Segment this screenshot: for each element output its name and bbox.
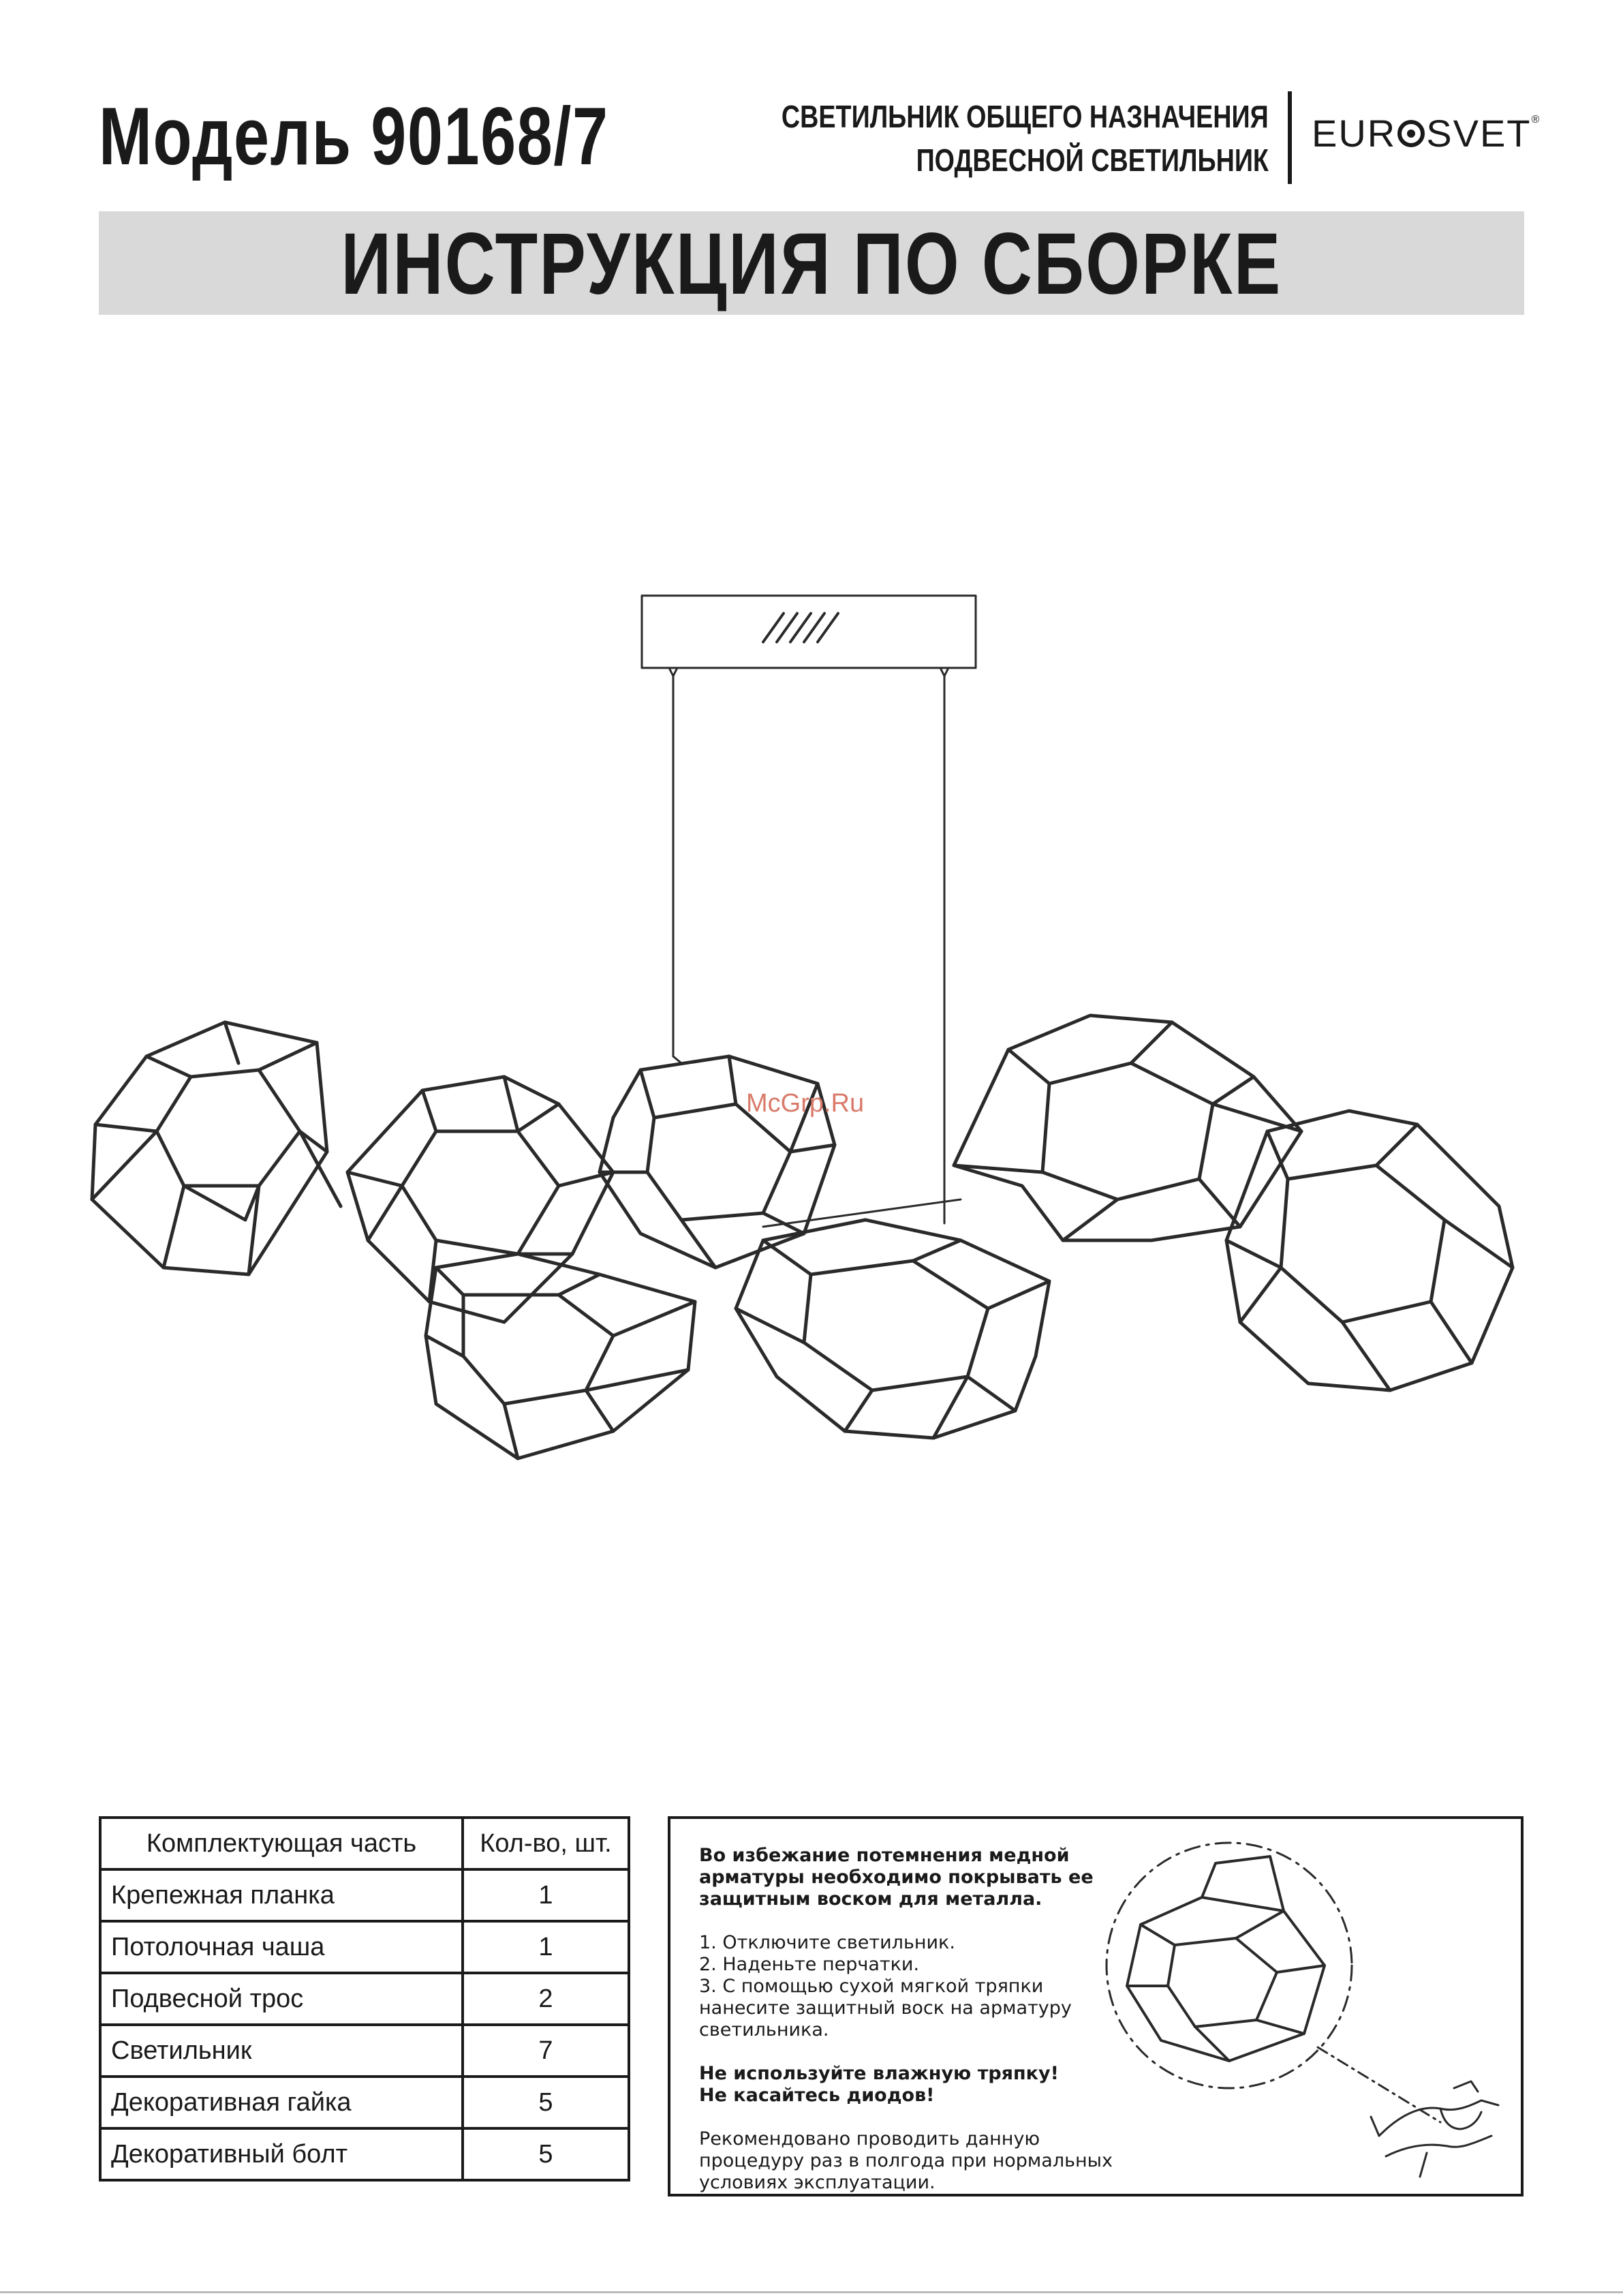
part-qty: 7 <box>463 2025 629 2077</box>
table-row <box>100 2025 629 2077</box>
logo-o-icon <box>1397 120 1425 147</box>
part-qty: 1 <box>463 1869 629 1921</box>
registered-mark: ® <box>1531 114 1541 125</box>
table-row <box>100 1921 629 1973</box>
table-row <box>100 1869 629 1921</box>
part-qty: 5 <box>463 2128 629 2180</box>
column-header-qty: Кол-во, шт. <box>463 1818 629 1869</box>
part-name: Потолочная чаша <box>100 1921 463 1973</box>
care-text <box>699 1845 1135 2216</box>
crossbar <box>763 1199 961 1227</box>
shade-2 <box>347 1077 613 1322</box>
part-qty: 2 <box>463 1973 629 2025</box>
parts-table-header <box>100 1818 629 1869</box>
part-name: Крепежная планка <box>100 1869 463 1921</box>
care-recommendation: Рекомендовано проводить данную процедуру раз в полгода при нормальных условиях эксплуатации. <box>699 2128 1113 2193</box>
hand-with-cloth-icon <box>1371 2081 1498 2177</box>
table-row <box>100 2128 629 2180</box>
care-steps <box>699 1932 1135 2041</box>
chandelier-drawing <box>82 586 1540 1554</box>
shade-4 <box>600 1056 835 1268</box>
table-row <box>100 2077 629 2128</box>
category-line-1: СВЕТИЛЬНИК ОБЩЕГО НАЗНАЧЕНИЯ <box>782 99 1269 134</box>
part-qty: 5 <box>463 2077 629 2128</box>
column-header-part: Комплектующая часть <box>100 1818 463 1869</box>
care-instructions-box <box>668 1816 1524 2196</box>
care-step-1: 1. Отключите светильник. <box>699 1932 955 1953</box>
plate-hatch-icon <box>763 613 838 642</box>
table-row <box>100 1973 629 2025</box>
care-step-2: 2. Наденьте перчатки. <box>699 1954 920 1975</box>
part-name: Декоративная гайка <box>100 2077 463 2128</box>
shade-5 <box>736 1220 1049 1438</box>
care-illustration <box>1100 1836 1509 2190</box>
model-title: Модель 90168/7 <box>99 91 609 182</box>
footer-rule <box>0 2291 1623 2293</box>
leader-line <box>1318 2047 1440 2122</box>
part-name: Декоративный болт <box>100 2128 463 2180</box>
part-qty: 1 <box>463 1921 629 1973</box>
care-warning: Во избежание потемнения медной арматуры необходимо покрывать ее защитным воском для металла. <box>699 1845 1094 1910</box>
brand-divider <box>1288 91 1292 184</box>
banner-title: ИНСТРУКЦИЯ ПО СБОРКЕ <box>341 215 1282 313</box>
mounting-plate-illustration <box>642 596 976 668</box>
care-caution-2: Не касайтесь диодов! <box>699 2085 935 2106</box>
part-name: Подвесной трос <box>100 1973 463 2025</box>
care-caution-1: Не используйте влажную тряпку! <box>699 2063 1059 2084</box>
shade-7 <box>1226 1111 1513 1390</box>
parts-table <box>99 1816 630 2182</box>
part-name: Светильник <box>100 2025 463 2077</box>
shade-1 <box>92 1022 341 1274</box>
shade-6 <box>954 1015 1301 1240</box>
brand-logo-left: EUR <box>1312 112 1397 155</box>
category-line-2: ПОДВЕСНОЙ СВЕТИЛЬНИК <box>916 142 1269 178</box>
brand-logo-right: SVET <box>1426 112 1532 155</box>
brand-logo <box>1312 114 1541 153</box>
title-banner <box>99 211 1524 315</box>
care-step-3: 3. С помощью сухой мягкой тряпки нанесите защитный воск на арматуру светильника. <box>699 1976 1072 2040</box>
shade-3 <box>426 1254 695 1458</box>
suspension-cables <box>669 668 948 1223</box>
watermark: McGrp.Ru <box>746 1089 865 1118</box>
care-cautions <box>699 2063 1135 2107</box>
